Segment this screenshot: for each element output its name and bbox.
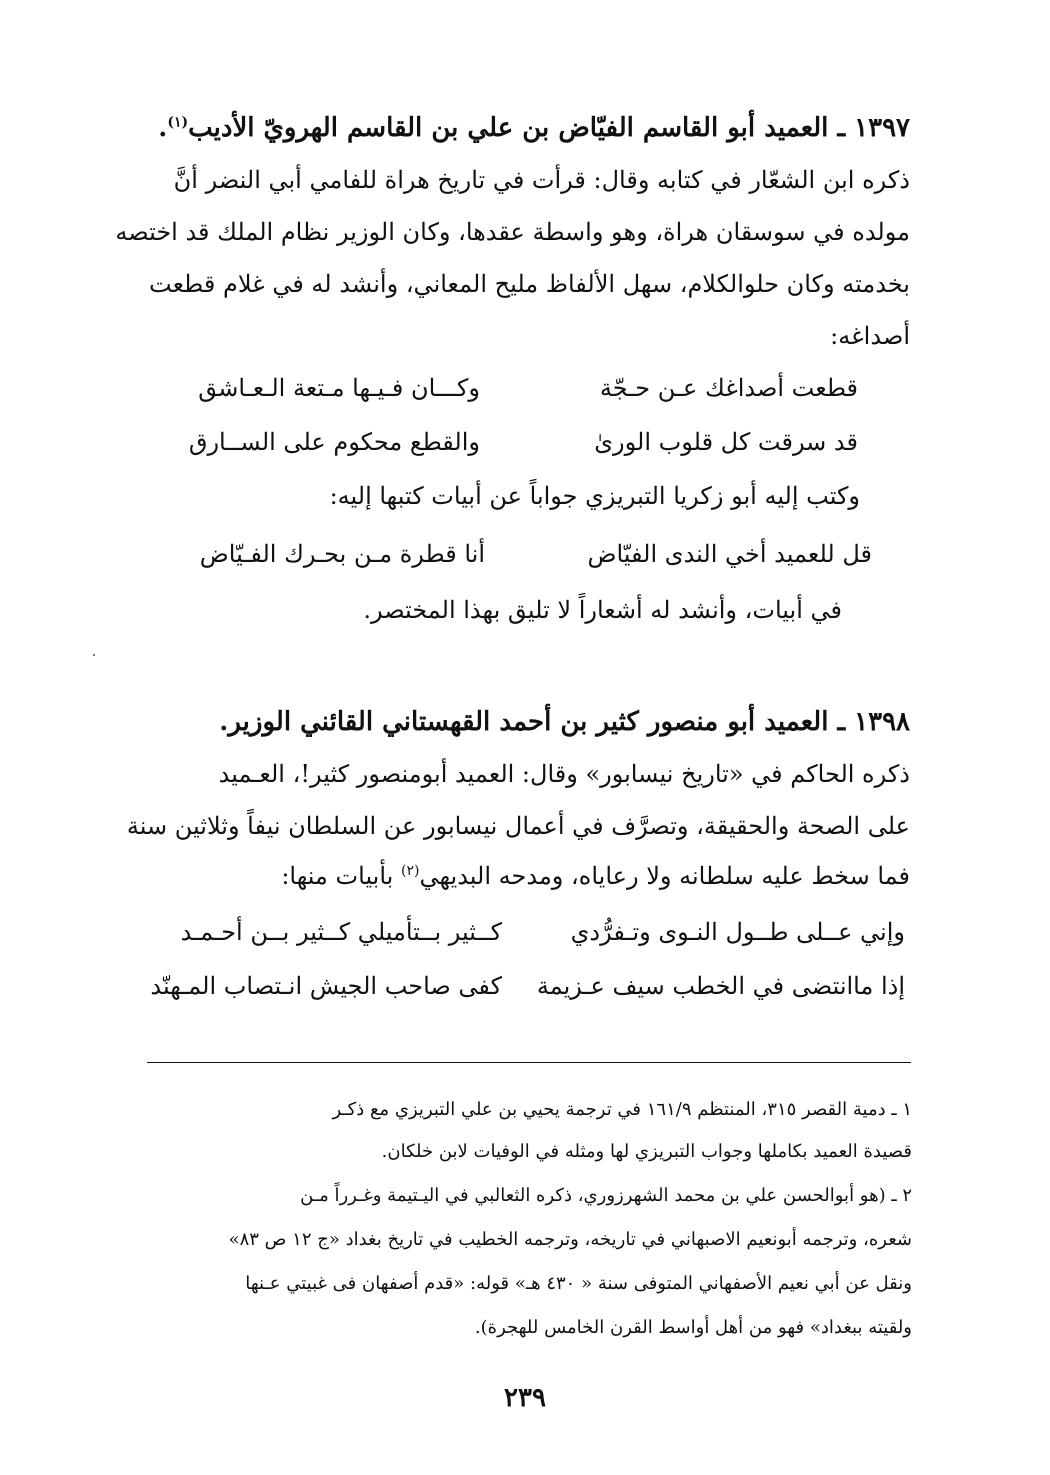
entry1-line-3: بخدمته وكان حلوالكلام، سهل الألفاظ مليح المعاني، وأنشد له في غلام قطعت bbox=[149, 270, 910, 298]
reply-verse-hemistich-1: قل للعميد أخي الندى الفيّاض bbox=[587, 540, 872, 568]
footnote-2-line-2: شعره، وترجمه أبونعيم الاصبهاني في تاريخه، وترجمه الخطيب في تاريخ بغداد «ج ١٢ ص ٨٣» bbox=[228, 1229, 912, 1250]
page-number: ٢٣٩ bbox=[504, 1383, 546, 1413]
footnote-marker-2: (٢) bbox=[400, 863, 420, 879]
verse1-hemistich-2: وكـــان فـيـها مـتعة الـعـاشق bbox=[198, 374, 480, 402]
entry-heading-1398: ١٣٩٨ ـ العميد أبو منصور كثير بن أحمد القهستاني القائني الوزير. bbox=[219, 707, 910, 737]
verse3-hemistich-1: وإني عــلى طــول النـوى وتـفرُّدي bbox=[570, 918, 905, 946]
speck bbox=[93, 654, 95, 656]
entry-heading-1397 bbox=[150, 104, 910, 152]
verse4-hemistich-2: كفى صاحب الجيش انـتصاب المـهنّد bbox=[150, 972, 502, 1000]
footnote-1-line-1: ١ ـ دمية القصر ٣١٥، المنتظم ١٦١/٩ في ترجمة يحيي بن علي التبريزي مع ذكـر bbox=[332, 1099, 912, 1120]
verse2-hemistich-2: والقطع محكوم على الســارق bbox=[188, 428, 480, 456]
entry2-line-3 bbox=[150, 852, 910, 900]
reply-verse-hemistich-2: أنا قطرة مـن بحـرك الفـيّاض bbox=[199, 540, 485, 568]
verse2-hemistich-1: قد سرقت كل قلوب الورىٰ bbox=[594, 428, 858, 456]
footnote-marker-1: (١) bbox=[167, 114, 189, 131]
entry1-line-2: مولده في سوسقان هراة، وهو واسطة عقدها، وكان الوزير نظام الملك قد اختصه bbox=[115, 218, 910, 246]
footnote-divider bbox=[147, 1062, 911, 1063]
heading-text: ١٣٩٧ ـ العميد أبو القاسم الفيّاض بن علي بن القاسم الهرويّ الأديب bbox=[188, 113, 910, 143]
entry2-line-1: ذكره الحاكم في «تاريخ نيسابور» وقال: العميد أبومنصور كثير!، العـميد bbox=[218, 760, 910, 788]
footnote-2-line-4: ولقيته ببغداد» فهو من أهل أواسط القرن الخامس للهجرة). bbox=[474, 1317, 912, 1338]
entry1-closing: في أبيات، وأنشد له أشعاراً لا تليق بهذا المختصر. bbox=[363, 596, 842, 624]
entry2-line-3-end: بأبيات منها: bbox=[281, 862, 401, 890]
verse3-hemistich-2: كــثير بــتأميلي كــثير بــن أحـمـد bbox=[180, 918, 502, 946]
heading-period: . bbox=[158, 113, 168, 143]
verse1-hemistich-1: قطعت أصداغك عـن حـجّة bbox=[599, 374, 858, 402]
entry2-line-3-text: فما سخط عليه سلطانه ولا رعاياه، ومدحه البديهي bbox=[419, 862, 910, 890]
reply-intro: وكتب إليه أبو زكريا التبريزي جواباً عن أبيات كتبها إليه: bbox=[329, 482, 860, 510]
entry1-line-4: أصداغه: bbox=[830, 322, 910, 350]
footnote-2-line-1: ٢ ـ (هو أبوالحسن علي بن محمد الشهرزوري، ذكره الثعالبي في اليـتيمة وغـرراً مـن bbox=[300, 1185, 912, 1206]
footnote-1-line-2: قصيدة العميد بكاملها وجواب التبريزي لها ومثله في الوفيات لابن خلكان. bbox=[381, 1141, 912, 1162]
verse4-hemistich-1: إذا ماانتضى في الخطب سيف عـزيمة bbox=[536, 972, 905, 1000]
entry1-line-1: ذكره ابن الشعّار في كتابه وقال: قرأت في تاريخ هراة للفامي أبي النضر أنَّ bbox=[173, 166, 910, 194]
footnote-2-line-3: ونقل عن أبي نعيم الأصفهاني المتوفى سنة « ٤٣٠ هـ» قوله: «قدم أصفهان فى غبيتي عـنها bbox=[245, 1273, 912, 1294]
entry2-line-2: على الصحة والحقيقة، وتصرَّف في أعمال نيسابور عن السلطان نيفاً وثلاثين سنة bbox=[126, 812, 910, 840]
